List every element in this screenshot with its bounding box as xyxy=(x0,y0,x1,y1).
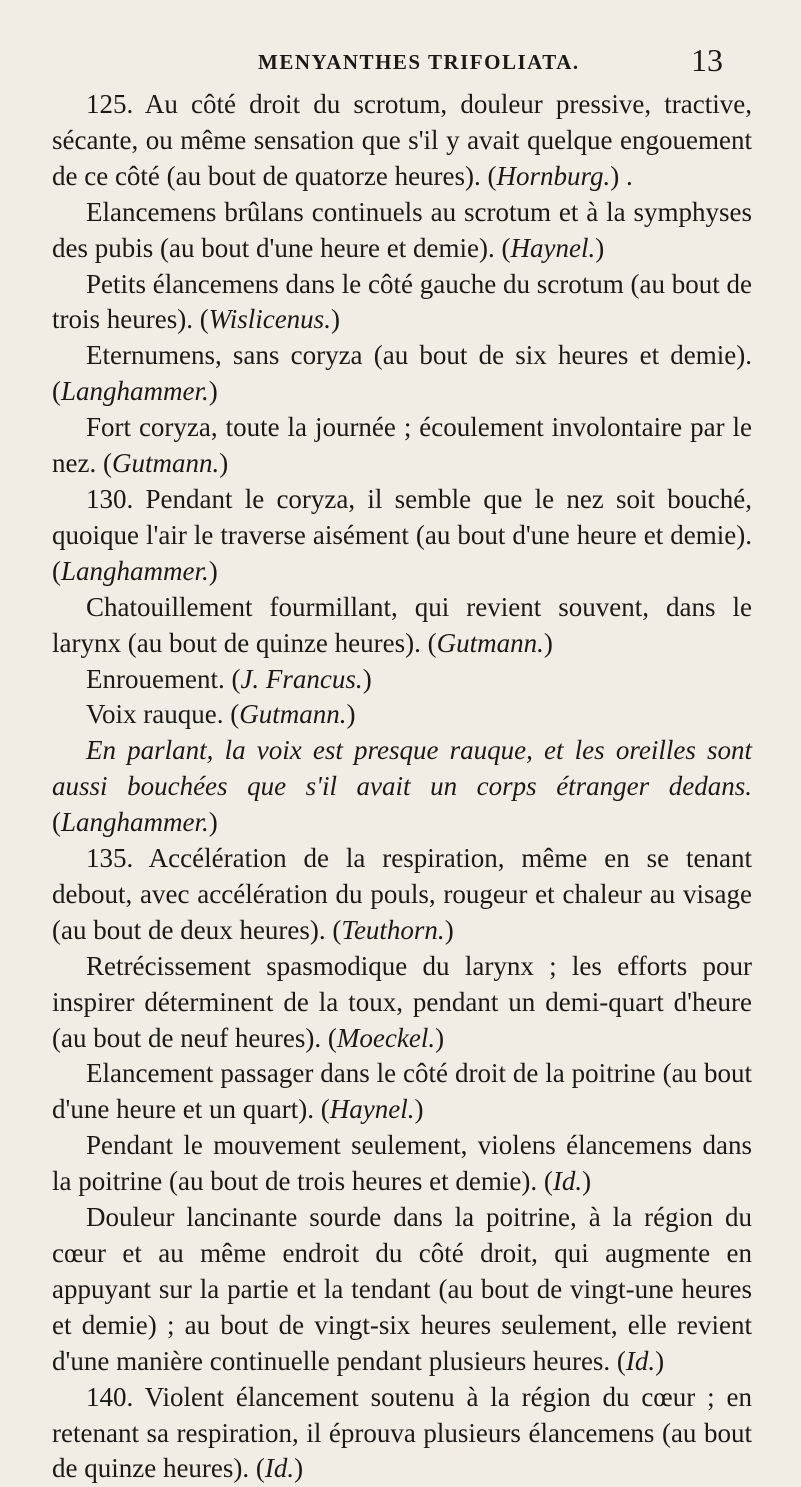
para-tail: ) xyxy=(330,304,340,335)
para-tail: ) xyxy=(219,448,229,479)
para-tail: ) xyxy=(208,807,218,838)
para-text: ( xyxy=(52,807,61,838)
para-text: Retrécissement spasmodique du larynx ; les efforts pour inspirer déterminent de la toux, pendant un demi-quart d'heure (au bout de neuf heures). ( xyxy=(52,950,752,1053)
author-citation: J. Francus. xyxy=(240,663,363,694)
para-text: 125. Au côté droit du scrotum, douleur pressive, tractive, sécante, ou même sensation que s'il y avait quelque engouement de ce côté (au bout de quatorze heures). ( xyxy=(52,89,752,191)
paragraph xyxy=(52,267,752,339)
para-text: Eternumens, sans coryza (au bout de six heures et demie). ( xyxy=(52,340,752,407)
para-tail: ) xyxy=(595,232,605,263)
author-citation: Teuthorn. xyxy=(341,914,445,945)
author-citation: Id. xyxy=(264,1453,295,1484)
paragraph xyxy=(52,733,752,841)
paragraph xyxy=(52,1056,752,1128)
author-citation: Haynel. xyxy=(329,1094,415,1125)
author-citation: Gutmann. xyxy=(239,699,347,730)
para-text: Douleur lancinante sourde dans la poitrine, à la région du cœur et au même endroit du côté droit, qui augmente en appuyant sur la partie et la tendant (au bout de vingt-une heures et demie) ; au bout de vingt-six heures seulement, elle revient d'une manière continuelle pendant plusieurs heures. ( xyxy=(52,1202,752,1376)
author-citation: Moeckel. xyxy=(336,1022,436,1053)
para-tail: ) xyxy=(346,699,356,730)
para-text: Elancemens brûlans continuels au scrotum et à la symphyses des pubis (au bout d'une heure et demie). ( xyxy=(52,196,752,263)
author-citation: Langhammer. xyxy=(61,376,209,407)
para-text: 140. Violent élancement soutenu à la région du cœur ; en retenant sa respiration, il éprouva plusieurs élancemens (au bout de quinze heures). ( xyxy=(52,1381,752,1484)
para-tail: ) xyxy=(362,663,372,694)
para-tail: ) xyxy=(414,1094,424,1125)
para-tail: ) . xyxy=(610,160,633,191)
page-number: 13 xyxy=(691,42,723,78)
para-tail: ) xyxy=(435,1022,445,1053)
paragraph xyxy=(52,949,752,1057)
paragraph xyxy=(52,482,752,590)
text-body xyxy=(52,87,752,1487)
paragraph xyxy=(52,195,752,267)
paragraph xyxy=(52,1128,752,1200)
para-text: 130. Pendant le coryza, il semble que le nez soit bouché, quoique l'air le traverse aisément (au bout d'une heure et demie). ( xyxy=(52,483,752,586)
para-text: Fort coryza, toute la journée ; écoulement involontaire par le nez. ( xyxy=(52,412,752,479)
author-citation: Langhammer. xyxy=(61,555,209,586)
para-tail: ) xyxy=(208,376,218,407)
author-citation: Gutmann. xyxy=(111,448,220,479)
paragraph xyxy=(52,410,752,482)
paragraph xyxy=(52,87,752,195)
para-text: Petits élancemens dans le côté gauche du scrotum (au bout de trois heures). ( xyxy=(52,268,752,335)
author-citation: Gutmann. xyxy=(436,627,544,658)
para-text: Voix rauque. ( xyxy=(86,699,240,730)
para-tail: ) xyxy=(208,555,218,586)
para-text: Pendant le mouvement seulement, violens élancemens dans la poitrine (au bout de trois heures et demie). ( xyxy=(52,1130,752,1197)
author-citation: Haynel. xyxy=(510,232,596,263)
author-citation: Id. xyxy=(625,1345,656,1376)
paragraph xyxy=(52,338,752,410)
paragraph xyxy=(52,1200,752,1380)
para-text: 135. Accélération de la respiration, même en se tenant debout, avec accélération du pouls, rougeur et chaleur au visage (au bout de deux heures). ( xyxy=(52,843,752,945)
para-tail: ) xyxy=(655,1345,665,1376)
paragraph xyxy=(52,1380,752,1487)
author-citation: Wislicenus. xyxy=(208,304,331,335)
paragraph xyxy=(52,590,752,662)
para-tail: ) xyxy=(582,1166,592,1197)
para-tail: ) xyxy=(444,914,454,945)
author-citation: Langhammer. xyxy=(61,807,209,838)
author-citation: Id. xyxy=(552,1166,583,1197)
page-header xyxy=(0,42,801,82)
para-text: Enrouement. ( xyxy=(86,663,241,694)
para-tail: ) xyxy=(294,1453,304,1484)
paragraph xyxy=(52,662,752,698)
author-citation: Hornburg. xyxy=(496,160,611,191)
para-text: Elancement passager dans le côté droit de la poitrine (au bout d'une heure et un quart). ( xyxy=(52,1058,752,1125)
para-text: Chatouillement fourmillant, qui revient souvent, dans le larynx (au bout de quinze heures). ( xyxy=(52,591,752,658)
para-tail: ) xyxy=(543,627,553,658)
paragraph xyxy=(52,841,752,949)
para-lead-italic: En parlant, la voix est presque rauque, et les oreilles sont aussi bouchées que s'il avait un corps étranger dedans. xyxy=(52,735,752,802)
running-title: MENYANTHES TRIFOLIATA. xyxy=(258,50,580,74)
paragraph xyxy=(52,697,752,733)
